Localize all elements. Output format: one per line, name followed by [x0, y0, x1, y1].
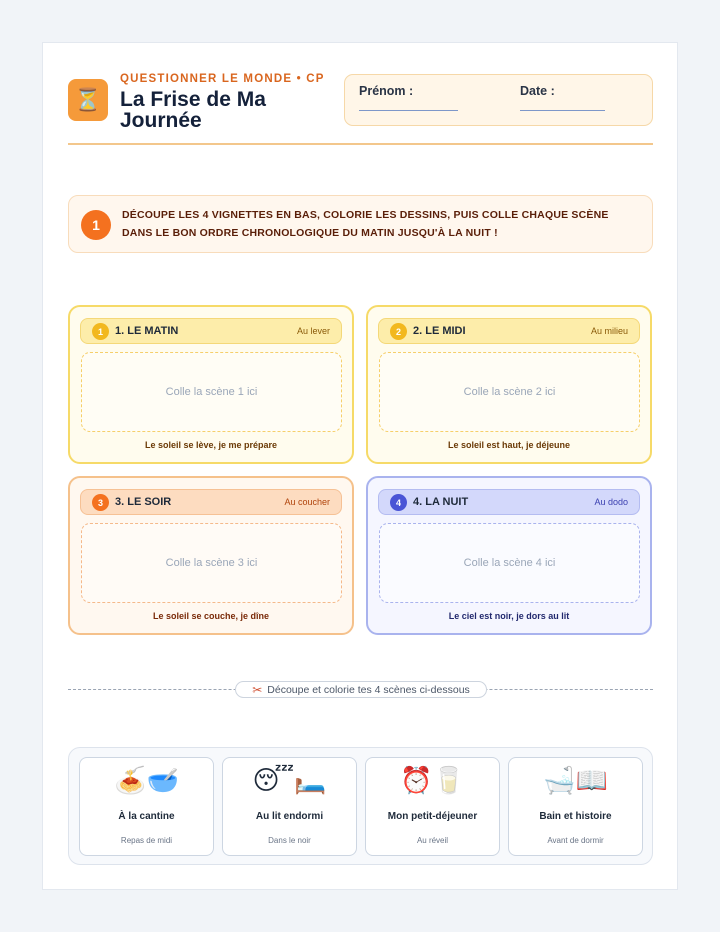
cutout-tray: [68, 747, 653, 865]
timeline-card-morning: [68, 305, 354, 464]
card-title: 3. LE SOIR: [115, 496, 172, 508]
sleeping-bed-icon: 😴🛏️: [252, 766, 327, 796]
scene-subtitle: Repas de midi: [120, 836, 173, 845]
paste-zone[interactable]: Colle la scène 1 ici: [81, 352, 342, 432]
scene-title: Mon petit-déjeuner: [387, 811, 478, 822]
scissors-icon: ✂: [252, 682, 263, 697]
worksheet: [42, 42, 678, 890]
cut-label-text: Découpe et colorie tes 4 scènes ci-dessous: [267, 683, 470, 696]
student-info-box: [344, 74, 653, 126]
scene-tile-sleep[interactable]: [222, 757, 357, 856]
card-title: 1. LE MATIN: [115, 325, 179, 337]
scene-title: Bain et histoire: [539, 811, 612, 822]
card-caption: Le ciel est noir, je dors au lit: [448, 611, 570, 621]
card-number-badge: 1: [92, 323, 109, 340]
scene-tile-breakfast[interactable]: [365, 757, 500, 856]
subject-label: QUESTIONNER LE MONDE • CP: [120, 73, 325, 85]
scene-subtitle: Dans le noir: [268, 836, 311, 845]
card-tag: Au dodo: [594, 497, 628, 507]
card-title: 2. LE MIDI: [413, 325, 466, 337]
instruction-text: DÉCOUPE LES 4 VIGNETTES EN BAS, COLORIE LES DESSINS, PUIS COLLE CHAQUE SCÈNE DANS LE BON ORDRE CHRONOLOGIQUE DU MATIN JUSQU'À LA NUIT !: [122, 209, 609, 239]
card-header: [378, 318, 640, 344]
instruction-box: [68, 195, 653, 253]
card-tag: Au milieu: [590, 326, 628, 336]
scene-tile-cantine[interactable]: [79, 757, 214, 856]
bathtub-book-icon: 🛁📖: [543, 766, 608, 796]
card-number-badge: 2: [390, 323, 407, 340]
paste-zone[interactable]: Colle la scène 2 ici: [379, 352, 640, 432]
card-tag: Au lever: [296, 326, 330, 336]
card-header: [378, 489, 640, 515]
date-line[interactable]: [520, 110, 605, 111]
card-caption: Le soleil se couche, je dîne: [152, 611, 270, 621]
page-title: La Frise de Ma Journée: [120, 88, 266, 132]
alarm-clock-milk-icon: ⏰🥛: [400, 766, 465, 796]
scene-title: À la cantine: [118, 811, 175, 822]
paste-zone[interactable]: Colle la scène 3 ici: [81, 523, 342, 603]
card-number-badge: 4: [390, 494, 407, 511]
card-number-badge: 3: [92, 494, 109, 511]
firstname-line[interactable]: [359, 110, 458, 111]
scene-subtitle: Au réveil: [416, 836, 449, 845]
firstname-label: Prénom :: [359, 84, 414, 98]
header-divider: [68, 143, 653, 145]
timeline-card-evening: [68, 476, 354, 635]
card-title: 4. LA NUIT: [413, 496, 469, 508]
card-header: [80, 318, 342, 344]
date-label: Date :: [520, 84, 555, 98]
scene-title: Au lit endormi: [255, 811, 324, 822]
cut-label: [235, 681, 487, 698]
card-caption: Le soleil se lève, je me prépare: [144, 440, 278, 450]
timeline-card-noon: [366, 305, 652, 464]
card-caption: Le soleil est haut, je déjeune: [447, 440, 571, 450]
timeline-card-night: [366, 476, 652, 635]
worksheet-header: [68, 73, 653, 145]
card-header: [80, 489, 342, 515]
scene-subtitle: Avant de dormir: [547, 836, 604, 845]
paste-zone[interactable]: Colle la scène 4 ici: [379, 523, 640, 603]
card-tag: Au coucher: [284, 497, 330, 507]
pasta-bowl-icon: 🍝🥣: [114, 766, 179, 796]
hourglass-icon: ⏳: [68, 79, 108, 121]
instruction-number: 1: [81, 210, 111, 240]
scene-tile-bath[interactable]: [508, 757, 643, 856]
